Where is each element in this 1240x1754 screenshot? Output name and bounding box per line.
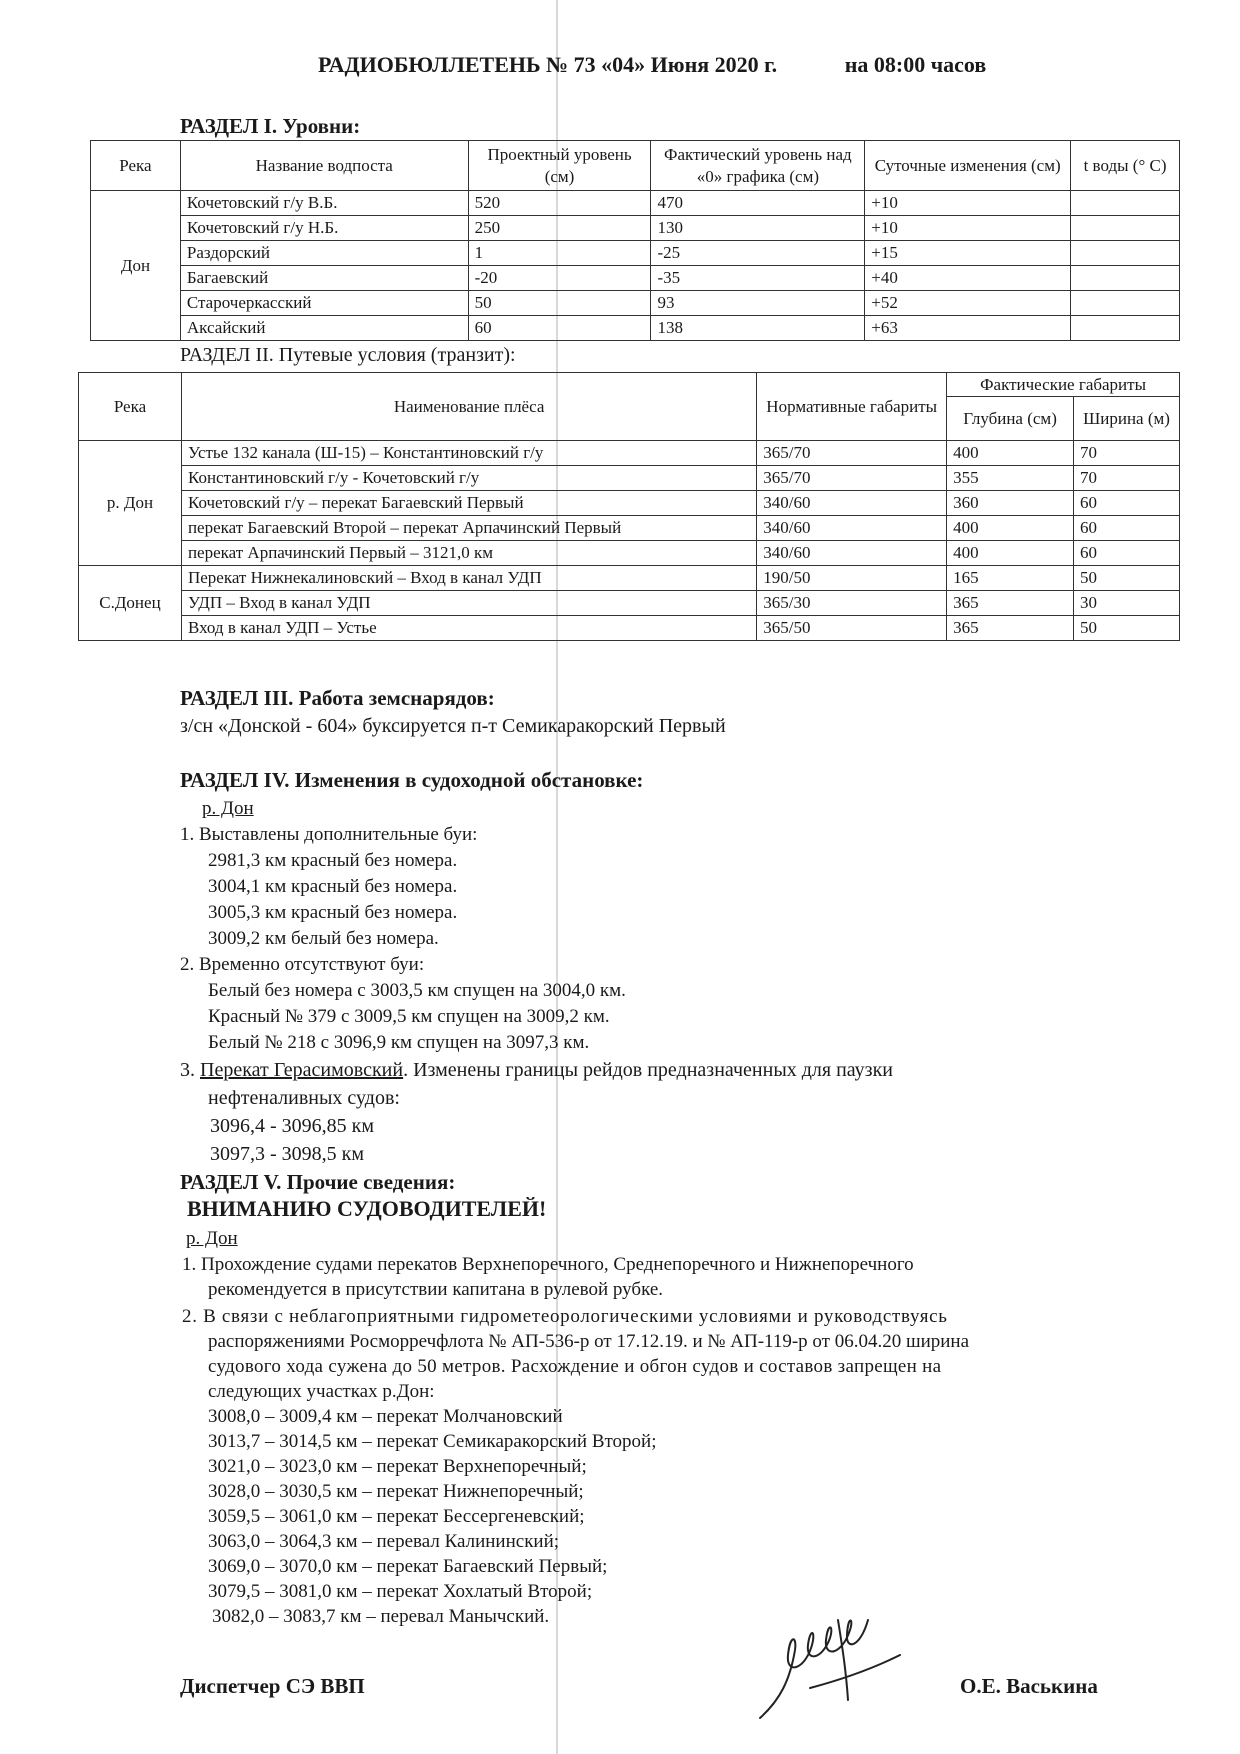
table-row	[79, 516, 1180, 541]
list-item: 3063,0 – 3064,3 км – перевал Калининский;	[208, 1531, 560, 1552]
item-text: . Изменены границы рейдов предназначенных для паузки	[403, 1059, 893, 1081]
water-temp	[1071, 241, 1180, 266]
width: 70	[1074, 441, 1180, 466]
normative: 340/60	[757, 516, 947, 541]
table-row	[79, 616, 1180, 641]
depth: 360	[947, 491, 1074, 516]
design-level: 1	[468, 241, 651, 266]
list-item: Красный № 379 с 3009,5 км спущен на 3009,2 км.	[208, 1006, 610, 1027]
notice-paragraph-2-line4: следующих участках р.Дон:	[208, 1381, 435, 1402]
item-number: 3.	[180, 1059, 195, 1081]
table-row	[91, 316, 1180, 341]
list-item: 3009,2 км белый без номера.	[208, 928, 439, 949]
width: 60	[1074, 541, 1180, 566]
depth: 165	[947, 566, 1074, 591]
depth: 400	[947, 541, 1074, 566]
bulletin-time: на 08:00 часов	[844, 52, 987, 77]
notice-paragraph-2-line3: судового хода сужена до 50 метров. Расхождение и обгон судов и составов запрещен на	[208, 1356, 942, 1377]
depth: 355	[947, 466, 1074, 491]
normative: 365/70	[757, 466, 947, 491]
normative: 365/30	[757, 591, 947, 616]
reach-name: Константиновский г/у - Кочетовский г/у	[181, 466, 756, 491]
table-row	[79, 466, 1180, 491]
header-river: Река	[79, 373, 182, 441]
levels-header-row	[91, 141, 1180, 191]
dispatcher-position: Диспетчер СЭ ВВП	[180, 1674, 365, 1698]
river-don-label: р. Дон	[202, 798, 254, 819]
width: 70	[1074, 466, 1180, 491]
table-row	[79, 491, 1180, 516]
normative: 340/60	[757, 541, 947, 566]
width: 60	[1074, 516, 1180, 541]
actual-level: 93	[651, 291, 865, 316]
item-text-continued: нефтеналивных судов:	[208, 1087, 400, 1109]
list-item: 3069,0 – 3070,0 км – перекат Багаевский Первый;	[208, 1556, 608, 1577]
station-name: Кочетовский г/у Н.Б.	[180, 216, 468, 241]
daily-change: +15	[865, 241, 1071, 266]
design-level: 250	[468, 216, 651, 241]
table-row	[79, 566, 1180, 591]
header-actual-dimensions: Фактические габариты	[947, 373, 1180, 397]
list-item: Белый без номера с 3003,5 км спущен на 3004,0 км.	[208, 980, 626, 1001]
table-row	[91, 241, 1180, 266]
list-item: 3097,3 - 3098,5 км	[210, 1143, 365, 1165]
header-width: Ширина (м)	[1074, 397, 1180, 441]
water-temp	[1071, 191, 1180, 216]
notice-paragraph-1-cont: рекомендуется в присутствии капитана в рулевой рубке.	[208, 1279, 664, 1300]
actual-level: -25	[651, 241, 865, 266]
bulletin-header	[318, 52, 986, 78]
shoal-name: Перекат Герасимовский	[200, 1059, 404, 1081]
dredger-status: з/сн «Донской - 604» буксируется п-т Семикаракорский Первый	[180, 715, 726, 737]
station-name: Аксайский	[180, 316, 468, 341]
header-depth: Глубина (см)	[947, 397, 1074, 441]
list-item: 2981,3 км красный без номера.	[208, 850, 458, 871]
section4-title: РАЗДЕЛ IV. Изменения в судоходной обстановке:	[180, 768, 644, 792]
width: 30	[1074, 591, 1180, 616]
raid-boundaries-item	[180, 1058, 893, 1083]
depth: 400	[947, 441, 1074, 466]
width: 50	[1074, 616, 1180, 641]
actual-level: 470	[651, 191, 865, 216]
list-item: 3079,5 – 3081,0 км – перекат Хохлатый Второй;	[208, 1581, 593, 1602]
list-item: 3004,1 км красный без номера.	[208, 876, 458, 897]
section2-title: РАЗДЕЛ II. Путевые условия (транзит):	[180, 344, 516, 366]
list-item: 3028,0 – 3030,5 км – перекат Нижнепоречный;	[208, 1481, 584, 1502]
river-cell: р. Дон	[79, 441, 182, 566]
notice-paragraph-2-line2: распоряжениями Росморречфлота № АП-536-р от 17.12.19. и № АП-119-р от 06.04.20 ширина	[208, 1331, 970, 1352]
river-don-label: р. Дон	[186, 1228, 238, 1249]
normative: 340/60	[757, 491, 947, 516]
levels-table	[90, 140, 1180, 341]
river-cell: С.Донец	[79, 566, 182, 641]
water-temp	[1071, 316, 1180, 341]
header-reach-name: Наименование плёса	[181, 373, 756, 441]
section1-title: РАЗДЕЛ I. Уровни:	[180, 114, 361, 138]
normative: 365/70	[757, 441, 947, 466]
daily-change: +52	[865, 291, 1071, 316]
station-name: Раздорский	[180, 241, 468, 266]
normative: 190/50	[757, 566, 947, 591]
transit-table	[78, 372, 1180, 641]
list-item: 3008,0 – 3009,4 км – перекат Молчановский	[208, 1406, 563, 1427]
actual-level: -35	[651, 266, 865, 291]
daily-change: +63	[865, 316, 1071, 341]
design-level: 60	[468, 316, 651, 341]
list-item: 3005,3 км красный без номера.	[208, 902, 458, 923]
depth: 365	[947, 591, 1074, 616]
depth: 400	[947, 516, 1074, 541]
table-row	[91, 216, 1180, 241]
handwritten-signature	[750, 1600, 910, 1730]
header-daily-change: Суточные изменения (см)	[865, 141, 1071, 191]
list-item: 3082,0 – 3083,7 км – перевал Манычский.	[212, 1606, 550, 1627]
buoys-added-heading: 1. Выставлены дополнительные буи:	[180, 824, 478, 845]
header-actual-level: Фактический уровень над «0» графика (см)	[651, 141, 865, 191]
depth: 365	[947, 616, 1074, 641]
notice-paragraph-1: 1. Прохождение судами перекатов Верхнепоречного, Среднепоречного и Нижнепоречного	[182, 1254, 914, 1275]
section5-title: РАЗДЕЛ V. Прочие сведения:	[180, 1170, 456, 1194]
river-cell: Дон	[91, 191, 181, 341]
reach-name: Перекат Нижнекалиновский – Вход в канал УДП	[181, 566, 756, 591]
actual-level: 138	[651, 316, 865, 341]
list-item: 3096,4 - 3096,85 км	[210, 1115, 375, 1137]
table-row	[79, 591, 1180, 616]
buoys-missing-heading: 2. Временно отсутствуют буи:	[180, 954, 425, 975]
reach-name: перекат Багаевский Второй – перекат Арпачинский Первый	[181, 516, 756, 541]
header-water-temp: t воды (° С)	[1071, 141, 1180, 191]
header-design-level: Проектный уровень (см)	[468, 141, 651, 191]
table-row	[79, 541, 1180, 566]
header-normative: Нормативные габариты	[757, 373, 947, 441]
water-temp	[1071, 291, 1180, 316]
header-river: Река	[91, 141, 181, 191]
dispatcher-name: О.Е. Васькина	[960, 1674, 1098, 1698]
design-level: 50	[468, 291, 651, 316]
station-name: Багаевский	[180, 266, 468, 291]
daily-change: +10	[865, 191, 1071, 216]
attention-heading: ВНИМАНИЮ СУДОВОДИТЕЛЕЙ!	[187, 1196, 547, 1221]
width: 50	[1074, 566, 1180, 591]
daily-change: +40	[865, 266, 1071, 291]
width: 60	[1074, 491, 1180, 516]
water-temp	[1071, 266, 1180, 291]
list-item: Белый № 218 с 3096,9 км спущен на 3097,3 км.	[208, 1032, 590, 1053]
transit-header-row	[79, 373, 1180, 397]
list-item: 3059,5 – 3061,0 км – перекат Бессергеневский;	[208, 1506, 585, 1527]
list-item: 3021,0 – 3023,0 км – перекат Верхнепоречный;	[208, 1456, 587, 1477]
notice-paragraph-2: 2. В связи с неблагоприятными гидрометеорологическими условиями и руководствуясь	[182, 1306, 948, 1327]
table-row	[79, 441, 1180, 466]
list-item: 3013,7 – 3014,5 км – перекат Семикаракорский Второй;	[208, 1431, 657, 1452]
reach-name: Вход в канал УДП – Устье	[181, 616, 756, 641]
reach-name: перекат Арпачинский Первый – 3121,0 км	[181, 541, 756, 566]
design-level: 520	[468, 191, 651, 216]
table-row	[91, 191, 1180, 216]
header-station: Название водпоста	[180, 141, 468, 191]
section3-title: РАЗДЕЛ III. Работа земснарядов:	[180, 686, 495, 710]
table-row	[91, 266, 1180, 291]
design-level: -20	[468, 266, 651, 291]
reach-name: Кочетовский г/у – перекат Багаевский Первый	[181, 491, 756, 516]
reach-name: Устье 132 канала (Ш-15) – Константиновский г/у	[181, 441, 756, 466]
bulletin-title: РАДИОБЮЛЛЕТЕНЬ № 73 «04» Июня 2020 г.	[318, 52, 778, 77]
normative: 365/50	[757, 616, 947, 641]
reach-name: УДП – Вход в канал УДП	[181, 591, 756, 616]
table-row	[91, 291, 1180, 316]
daily-change: +10	[865, 216, 1071, 241]
station-name: Старочеркасский	[180, 291, 468, 316]
station-name: Кочетовский г/у В.Б.	[180, 191, 468, 216]
water-temp	[1071, 216, 1180, 241]
actual-level: 130	[651, 216, 865, 241]
